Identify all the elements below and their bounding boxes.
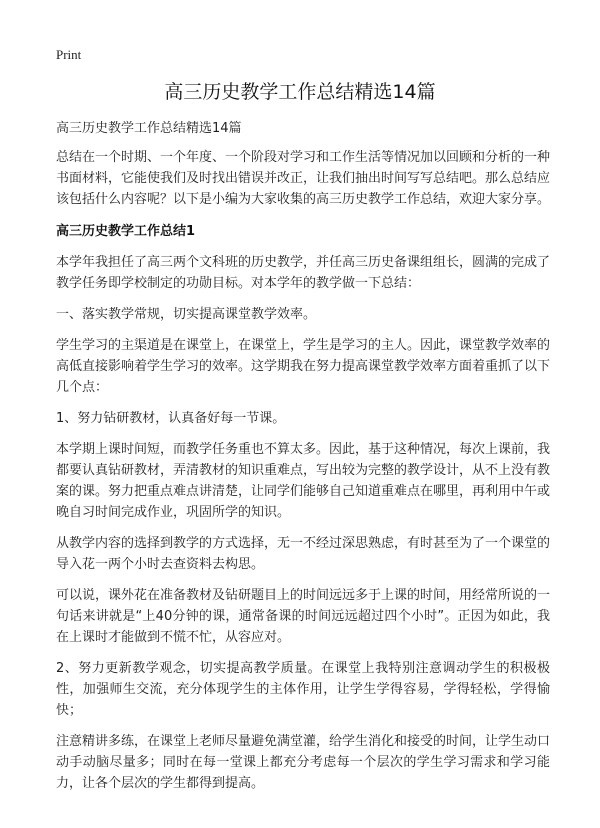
body-paragraph: 从教学内容的选择到教学的方式选择，无一不经过深思熟虑，有时甚至为了一个课堂的导入花一两个小时去查资料去构思。 bbox=[56, 536, 551, 572]
document-body bbox=[56, 118, 550, 804]
body-paragraph: 可以说，课外花在准备教材及钻研题目上的时间远远多于上课的时间，用经常所说的一句话来讲就是“上40分钟的课，通常备课的时间远远超过四个小时”。正因为如此，我在上课时才能做到不慌不忙，从容应对。 bbox=[56, 588, 551, 645]
body-paragraph: 2、努力更新教学观念，切实提高教学质量。在课堂上我特别注意调动学生的积极极性，加强师生交流，充分体现学生的主体作用，让学生学得容易，学得轻松，学得愉快； bbox=[56, 661, 550, 718]
body-paragraph: 注意精讲多练，在课堂上老师尽量避免满堂灌，给学生消化和接受的时间，让学生动口动手动脑尽量多；同时在每一堂课上都充分考虑每一个层次的学生学习需求和学习能力，让各个层次的学生都得到提高。 bbox=[56, 734, 551, 791]
body-paragraph: 学生学习的主渠道是在课堂上，在课堂上，学生是学习的主人。因此，课堂教学效率的高低直接影响着学生学习的效率。这学期我在努力提高课堂教学效率方面着重抓了以下几个点： bbox=[56, 338, 551, 395]
body-paragraph: 1、努力钻研教材，认真备好每一节课。 bbox=[56, 411, 286, 426]
body-paragraph: 本学期上课时间短，而教学任务重也不算太多。因此，基于这种情况，每次上课前，我都要认真钻研教材，弄清教材的知识重难点，写出较为完整的教学设计，从不上没有教案的课。努力把重点难点讲清楚，让同学们能够自己知道重难点在哪里，再利用中午或晚自习时间完成作业，巩固所学的知识。 bbox=[56, 442, 551, 520]
body-paragraph: 本学年我担任了高三两个文科班的历史教学，并任高三历史备课组组长，圆满的完成了教学任务即学校制定的功勋目标。对本学年的教学做一下总结： bbox=[56, 255, 551, 291]
body-paragraph: 一、落实教学常规，切实提高课堂教学效率。 bbox=[56, 307, 317, 322]
page-title: 高三历史教学工作总结精选14篇 bbox=[164, 81, 436, 103]
document-subtitle: 高三历史教学工作总结精选14篇 bbox=[56, 121, 242, 136]
intro-paragraph: 总结在一个时期、一个年度、一个阶段对学习和工作生活等情况加以回顾和分析的一种书面材料，它能使我们及时找出错误并改正，让我们抽出时间写写总结吧。那么总结应该包括什么内容呢？以下是小编为大家收集的高三历史教学工作总结，欢迎大家分享。 bbox=[56, 150, 551, 207]
print-link[interactable]: Print bbox=[56, 47, 82, 62]
section-heading: 高三历史教学工作总结1 bbox=[56, 224, 196, 239]
